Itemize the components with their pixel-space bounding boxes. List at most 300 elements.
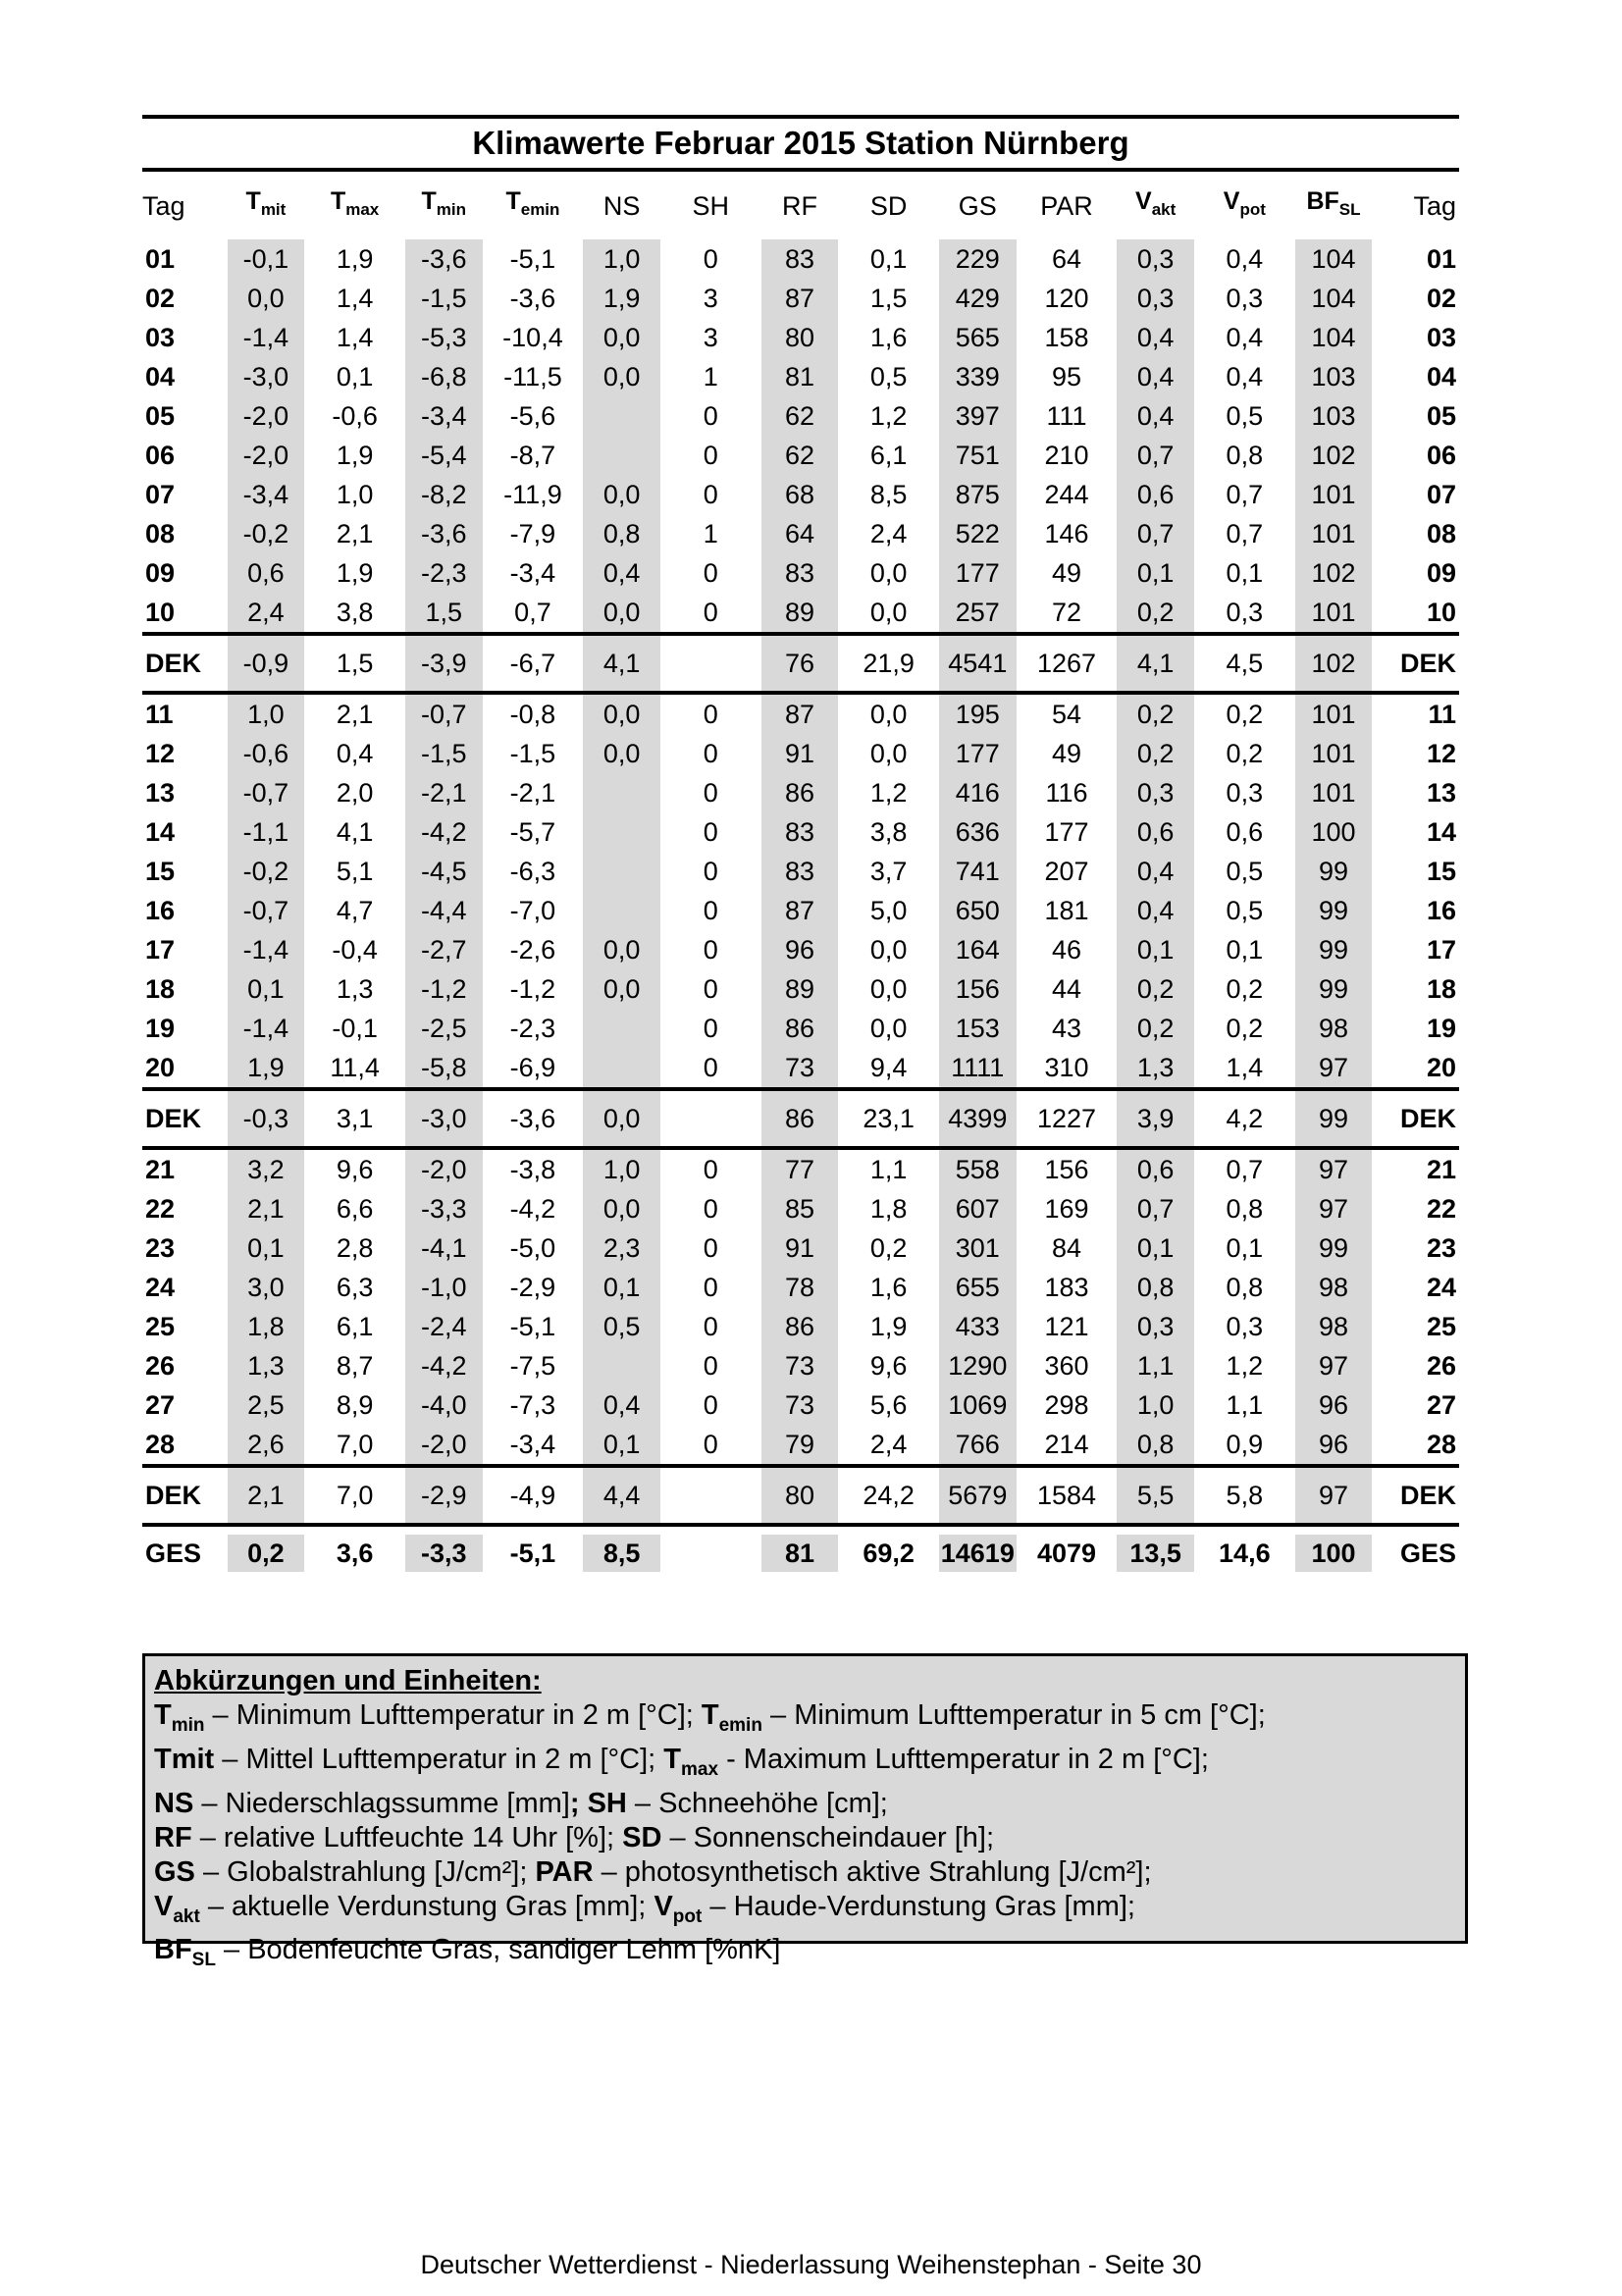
col-header-vpot: $V_{pot}$ [1223, 187, 1266, 219]
legend-box [142, 1653, 1468, 1971]
cell-bf: 97 [1289, 1048, 1379, 1089]
cell-temin: -3,6 [509, 284, 556, 313]
page-title: Klimawerte Februar 2015 Station Nürnberg [142, 119, 1459, 172]
cell-tmin: -2,4 [399, 1307, 489, 1346]
day-label-right: DEK [1378, 1089, 1459, 1148]
cell-tmit: -1,4 [222, 318, 311, 357]
cell-tmax: -0,4 [332, 935, 378, 965]
cell-sd: 1,5 [869, 284, 908, 313]
cell-par: 214 [1044, 1430, 1089, 1459]
day-label: 19 [145, 1014, 176, 1043]
cell-temin: -4,2 [509, 1194, 556, 1224]
table-row [142, 593, 1459, 634]
cell-tmax: 0,4 [336, 739, 374, 768]
cell-tmit: 1,3 [222, 1346, 311, 1385]
cell-par: 1227 [1022, 1089, 1112, 1148]
table-row [142, 436, 1459, 475]
table-row [142, 553, 1459, 593]
cell-vakt: 0,1 [1111, 1228, 1200, 1268]
cell-sd: 0,0 [869, 974, 908, 1004]
cell-par: 210 [1044, 441, 1089, 470]
cell-sd: 2,4 [869, 1430, 908, 1459]
cell-tmax: 4,7 [336, 896, 374, 925]
cell-tmin: -2,3 [399, 553, 489, 593]
cell-vpot: 0,5 [1226, 896, 1264, 925]
cell-bf: 104 [1289, 239, 1379, 279]
cell-tmax: 8,7 [336, 1351, 374, 1381]
day-label: 14 [145, 817, 176, 847]
cell-vakt: 0,1 [1111, 553, 1200, 593]
day-label: 01 [145, 244, 176, 274]
cell-vpot: 1,1 [1226, 1390, 1264, 1420]
cell-gs: 558 [933, 1148, 1022, 1189]
cell-bf: 101 [1289, 693, 1379, 734]
cell-ns: 0,0 [577, 1089, 666, 1148]
day-label: 11 [145, 700, 174, 729]
cell-par: 244 [1044, 480, 1089, 509]
cell-par: 183 [1044, 1273, 1089, 1302]
cell-bf: 103 [1289, 357, 1379, 396]
cell-sh: 0 [703, 935, 718, 965]
day-label-right: 01 [1426, 244, 1456, 274]
cell-tmit: -0,6 [222, 734, 311, 773]
table-row [142, 239, 1459, 279]
cell-tmin: -3,6 [399, 239, 489, 279]
cell-tmin: -2,5 [399, 1009, 489, 1048]
table-row [142, 969, 1459, 1009]
cell-bf: 100 [1289, 812, 1379, 852]
cell-sh [666, 1525, 756, 1580]
day-label: 08 [145, 519, 176, 548]
cell-temin: -3,8 [509, 1155, 556, 1184]
cell-sh: 0 [703, 896, 718, 925]
cell-sh: 3 [703, 284, 718, 313]
table-row [142, 930, 1459, 969]
day-label-right: 17 [1426, 935, 1456, 965]
cell-sh: 0 [703, 480, 718, 509]
day-label: 09 [145, 558, 176, 588]
cell-sh: 0 [703, 401, 718, 431]
cell-sh: 0 [703, 1014, 718, 1043]
col-header-tmax: $T_{max}$ [330, 187, 380, 219]
day-label-right: 09 [1426, 558, 1456, 588]
cell-sh: 0 [703, 558, 718, 588]
cell-sd: 1,1 [869, 1155, 908, 1184]
cell-tmax: 6,1 [336, 1312, 374, 1341]
cell-ns: 2,3 [577, 1228, 666, 1268]
cell-tmit: 1,9 [222, 1048, 311, 1089]
cell-bf: 103 [1289, 396, 1379, 436]
day-label: 22 [145, 1194, 176, 1224]
cell-temin: -1,2 [509, 974, 556, 1004]
cell-temin: -6,9 [509, 1053, 556, 1082]
day-label: DEK [142, 634, 222, 693]
cell-bf: 98 [1289, 1009, 1379, 1048]
cell-temin: -5,6 [509, 401, 556, 431]
col-header-tmin: $T_{min}$ [421, 187, 467, 219]
cell-ns [577, 812, 666, 852]
table-row [142, 1425, 1459, 1466]
header-row [142, 172, 1459, 239]
day-label-right: 20 [1426, 1053, 1456, 1082]
cell-rf: 87 [756, 279, 845, 318]
cell-temin: -5,1 [509, 1539, 556, 1568]
cell-par: 177 [1044, 817, 1089, 847]
cell-sh: 0 [703, 1390, 718, 1420]
cell-vpot: 0,6 [1226, 817, 1264, 847]
cell-vakt: 5,5 [1111, 1466, 1200, 1525]
cell-gs: 429 [933, 279, 1022, 318]
cell-sd: 9,6 [869, 1351, 908, 1381]
cell-sh: 0 [703, 1155, 718, 1184]
cell-vpot: 0,5 [1226, 401, 1264, 431]
cell-tmax: 6,3 [336, 1273, 374, 1302]
cell-ns [577, 773, 666, 812]
cell-bf: 101 [1289, 475, 1379, 514]
cell-sh: 1 [703, 362, 718, 391]
day-label-right: 14 [1426, 817, 1456, 847]
cell-vpot: 0,3 [1226, 598, 1264, 627]
cell-temin: -7,5 [509, 1351, 556, 1381]
cell-bf: 100 [1289, 1525, 1379, 1580]
day-label: 12 [145, 739, 176, 768]
cell-tmin: -5,4 [399, 436, 489, 475]
cell-gs: 257 [933, 593, 1022, 634]
cell-gs: 177 [933, 553, 1022, 593]
cell-tmin: -4,5 [399, 852, 489, 891]
page-footer: Deutscher Wetterdienst - Niederlassung Weihenstephan - Seite 30 [420, 2250, 1202, 2279]
table-row [142, 1228, 1459, 1268]
cell-vakt: 0,4 [1111, 891, 1200, 930]
cell-tmax: 6,6 [336, 1194, 374, 1224]
cell-par: 54 [1051, 700, 1081, 729]
cell-gs: 177 [933, 734, 1022, 773]
cell-gs: 875 [933, 475, 1022, 514]
cell-vakt: 0,2 [1111, 969, 1200, 1009]
table-row [142, 1385, 1459, 1425]
cell-tmit: 0,6 [222, 553, 311, 593]
table-row [142, 475, 1459, 514]
cell-par: 72 [1051, 598, 1081, 627]
cell-gs: 4541 [933, 634, 1022, 693]
cell-tmax: 2,1 [336, 700, 374, 729]
cell-bf: 97 [1289, 1148, 1379, 1189]
cell-bf: 97 [1289, 1346, 1379, 1385]
cell-vakt: 0,4 [1111, 852, 1200, 891]
cell-tmit: 2,6 [222, 1425, 311, 1466]
cell-rf: 77 [756, 1148, 845, 1189]
day-label-right: 21 [1426, 1155, 1456, 1184]
cell-vpot: 0,3 [1226, 284, 1264, 313]
table-row [142, 773, 1459, 812]
cell-sd: 1,2 [869, 778, 908, 808]
cell-tmin: -2,7 [399, 930, 489, 969]
legend-line: $BF_{SL}$ – Bodenfeuchte Gras, sandiger Lehm [%nK] [154, 1934, 781, 1971]
cell-ns: 0,4 [577, 553, 666, 593]
legend-line: GS – Globalstrahlung [J/cm²]; PAR – photosynthetisch aktive Strahlung [J/cm²]; [154, 1855, 1152, 1888]
day-label-right: 16 [1426, 896, 1456, 925]
cell-tmax: 5,1 [336, 857, 374, 886]
cell-bf: 96 [1289, 1425, 1379, 1466]
cell-temin: -5,1 [509, 244, 556, 274]
day-label-right: 04 [1426, 362, 1456, 391]
cell-sd: 0,0 [869, 558, 908, 588]
col-header-temin: $T_{emin}$ [505, 187, 560, 219]
cell-temin: -5,1 [509, 1312, 556, 1341]
table-row [142, 852, 1459, 891]
cell-sd: 0,2 [869, 1233, 908, 1263]
cell-vakt: 0,7 [1111, 514, 1200, 553]
cell-ns: 4,1 [577, 634, 666, 693]
cell-tmit: -0,7 [222, 773, 311, 812]
cell-vakt: 0,6 [1111, 475, 1200, 514]
cell-vakt: 0,7 [1111, 1189, 1200, 1228]
cell-tmin: -3,3 [399, 1189, 489, 1228]
cell-sd: 3,7 [869, 857, 908, 886]
cell-rf: 83 [756, 239, 845, 279]
cell-ns [577, 1048, 666, 1089]
day-label: 03 [145, 323, 176, 352]
day-label-right: DEK [1378, 634, 1459, 693]
cell-tmax: 7,0 [310, 1466, 399, 1525]
cell-par: 310 [1044, 1053, 1089, 1082]
cell-par: 207 [1044, 857, 1089, 886]
cell-gs: 655 [933, 1268, 1022, 1307]
cell-tmin: -3,3 [399, 1525, 489, 1580]
cell-rf: 83 [756, 852, 845, 891]
cell-tmit: 1,8 [222, 1307, 311, 1346]
day-label-right: 11 [1428, 700, 1456, 729]
cell-temin: -7,0 [509, 896, 556, 925]
cell-vakt: 0,8 [1111, 1425, 1200, 1466]
table-row [142, 357, 1459, 396]
day-label-right: 19 [1426, 1014, 1456, 1043]
cell-tmax: 1,4 [336, 323, 374, 352]
table-row [142, 891, 1459, 930]
cell-gs: 433 [933, 1307, 1022, 1346]
cell-vpot: 0,4 [1226, 362, 1264, 391]
cell-vpot: 0,7 [1226, 1155, 1264, 1184]
cell-gs: 1290 [933, 1346, 1022, 1385]
cell-gs: 229 [933, 239, 1022, 279]
cell-par: 121 [1044, 1312, 1089, 1341]
cell-bf: 98 [1289, 1307, 1379, 1346]
day-label-right: 22 [1426, 1194, 1456, 1224]
cell-tmit: -0,2 [222, 852, 311, 891]
cell-temin: -11,5 [503, 362, 562, 391]
cell-sd: 0,0 [869, 598, 908, 627]
cell-temin: -2,1 [509, 778, 556, 808]
cell-par: 158 [1044, 323, 1089, 352]
cell-bf: 96 [1289, 1385, 1379, 1425]
cell-tmin: -2,0 [399, 1425, 489, 1466]
day-label-right: 08 [1426, 519, 1456, 548]
cell-sh: 0 [703, 817, 718, 847]
cell-rf: 86 [756, 773, 845, 812]
cell-tmit: 0,1 [222, 969, 311, 1009]
cell-sd: 1,6 [869, 323, 908, 352]
day-label-right: 24 [1426, 1273, 1456, 1302]
climate-table [142, 172, 1459, 1580]
day-label: 13 [145, 778, 176, 808]
cell-vpot: 0,2 [1226, 700, 1264, 729]
col-header-sh: SH [692, 190, 730, 221]
cell-tmin: -0,7 [399, 693, 489, 734]
cell-vakt: 4,1 [1111, 634, 1200, 693]
cell-ns [577, 891, 666, 930]
cell-par: 43 [1051, 1014, 1081, 1043]
cell-vpot: 0,4 [1226, 323, 1264, 352]
cell-tmit: 2,4 [222, 593, 311, 634]
cell-rf: 83 [756, 812, 845, 852]
cell-gs: 301 [933, 1228, 1022, 1268]
cell-par: 146 [1044, 519, 1089, 548]
legend-line: $V_{akt}$ – aktuelle Verdunstung Gras [mm]; $V_{pot}$ – Haude-Verdunstung Gras [mm]; [154, 1890, 1135, 1927]
col-header-ns: NS [602, 190, 641, 221]
cell-vakt: 13,5 [1111, 1525, 1200, 1580]
cell-sh: 0 [703, 778, 718, 808]
col-header-tag: Tag [142, 190, 185, 221]
cell-vpot: 4,5 [1200, 634, 1289, 693]
cell-gs: 607 [933, 1189, 1022, 1228]
legend-line: RF – relative Luftfeuchte 14 Uhr [%]; SD – Sonnenscheindauer [h]; [154, 1821, 995, 1853]
cell-vakt: 0,6 [1111, 1148, 1200, 1189]
day-label-right: 03 [1426, 323, 1456, 352]
cell-rf: 80 [756, 318, 845, 357]
cell-tmax: 11,4 [330, 1053, 380, 1082]
cell-tmit: -3,4 [222, 475, 311, 514]
cell-sh: 0 [703, 244, 718, 274]
cell-rf: 87 [756, 693, 845, 734]
cell-temin: -2,9 [509, 1273, 556, 1302]
cell-bf: 99 [1289, 852, 1379, 891]
cell-sh [666, 1089, 756, 1148]
decade-sum-row [142, 634, 1459, 693]
cell-tmin: -3,0 [399, 1089, 489, 1148]
cell-sd: 5,6 [869, 1390, 908, 1420]
cell-ns [577, 396, 666, 436]
table-row [142, 1009, 1459, 1048]
cell-temin: -8,7 [509, 441, 556, 470]
legend-line: $T_{min}$ – Minimum Lufttemperatur in 2 m [°C]; $T_{emin}$ – Minimum Lufttemperatur in 5 cm [°C]; [154, 1699, 1266, 1736]
cell-temin: -6,7 [489, 634, 578, 693]
cell-gs: 565 [933, 318, 1022, 357]
cell-par: 360 [1044, 1351, 1089, 1381]
cell-tmit: 2,5 [222, 1385, 311, 1425]
cell-sd: 0,0 [869, 700, 908, 729]
cell-bf: 101 [1289, 593, 1379, 634]
cell-vpot: 1,4 [1226, 1053, 1264, 1082]
cell-tmin: -4,1 [399, 1228, 489, 1268]
cell-ns: 0,0 [577, 969, 666, 1009]
cell-tmin: -4,2 [399, 812, 489, 852]
cell-sh: 0 [703, 1430, 718, 1459]
cell-vpot: 0,9 [1226, 1430, 1264, 1459]
cell-temin: -5,7 [509, 817, 556, 847]
cell-rf: 68 [756, 475, 845, 514]
day-label-right: 10 [1426, 598, 1456, 627]
cell-tmax: 9,6 [336, 1155, 374, 1184]
cell-vakt: 0,4 [1111, 357, 1200, 396]
cell-sd: 1,6 [869, 1273, 908, 1302]
cell-vpot: 0,1 [1226, 558, 1264, 588]
cell-gs: 741 [933, 852, 1022, 891]
day-label: 24 [145, 1273, 176, 1302]
climate-sheet [142, 115, 1459, 1580]
cell-vakt: 1,3 [1111, 1048, 1200, 1089]
cell-bf: 104 [1289, 318, 1379, 357]
day-label: 23 [145, 1233, 176, 1263]
day-label: 17 [145, 935, 176, 965]
cell-gs: 766 [933, 1425, 1022, 1466]
col-header-bf: $BF_{SL}$ [1306, 187, 1361, 219]
cell-sd: 5,0 [869, 896, 908, 925]
legend-heading: Abkürzungen und Einheiten: [154, 1665, 542, 1696]
cell-tmit: 1,0 [222, 693, 311, 734]
cell-sd: 1,2 [869, 401, 908, 431]
cell-gs: 164 [933, 930, 1022, 969]
cell-vakt: 0,3 [1111, 239, 1200, 279]
cell-sh: 0 [703, 1194, 718, 1224]
cell-sh: 0 [703, 441, 718, 470]
cell-gs: 4399 [933, 1089, 1022, 1148]
day-label: 04 [145, 362, 176, 391]
cell-rf: 87 [756, 891, 845, 930]
cell-sd: 1,8 [869, 1194, 908, 1224]
cell-bf: 98 [1289, 1268, 1379, 1307]
cell-bf: 102 [1289, 634, 1379, 693]
cell-ns: 0,1 [577, 1268, 666, 1307]
cell-sh: 0 [703, 1053, 718, 1082]
cell-ns: 0,0 [577, 693, 666, 734]
cell-tmit: 2,1 [222, 1189, 311, 1228]
cell-ns: 8,5 [577, 1525, 666, 1580]
cell-temin: -10,4 [502, 323, 563, 352]
decade-sum-row [142, 1089, 1459, 1148]
day-label-right: 26 [1426, 1351, 1456, 1381]
cell-bf: 99 [1289, 930, 1379, 969]
table-row [142, 693, 1459, 734]
cell-rf: 62 [756, 396, 845, 436]
cell-sd: 0,0 [869, 739, 908, 768]
day-label: 06 [145, 441, 176, 470]
cell-rf: 96 [756, 930, 845, 969]
cell-temin: -2,3 [509, 1014, 556, 1043]
table-row [142, 734, 1459, 773]
cell-sh: 1 [703, 519, 718, 548]
cell-bf: 102 [1289, 436, 1379, 475]
cell-rf: 62 [756, 436, 845, 475]
cell-par: 44 [1051, 974, 1081, 1004]
cell-vakt: 0,4 [1111, 318, 1200, 357]
cell-ns: 1,0 [577, 1148, 666, 1189]
cell-gs: 5679 [933, 1466, 1022, 1525]
cell-tmax: 1,5 [310, 634, 399, 693]
day-label: 18 [145, 974, 176, 1004]
cell-tmit: -0,9 [222, 634, 311, 693]
cell-bf: 102 [1289, 553, 1379, 593]
day-label: 07 [145, 480, 176, 509]
cell-vpot: 0,1 [1226, 1233, 1264, 1263]
cell-sh: 0 [703, 974, 718, 1004]
cell-tmit: -1,4 [222, 930, 311, 969]
day-label-right: 06 [1426, 441, 1456, 470]
cell-rf: 89 [756, 969, 845, 1009]
cell-rf: 91 [756, 1228, 845, 1268]
cell-rf: 81 [756, 357, 845, 396]
cell-tmax: 3,6 [336, 1539, 374, 1568]
cell-vpot: 0,2 [1226, 739, 1264, 768]
